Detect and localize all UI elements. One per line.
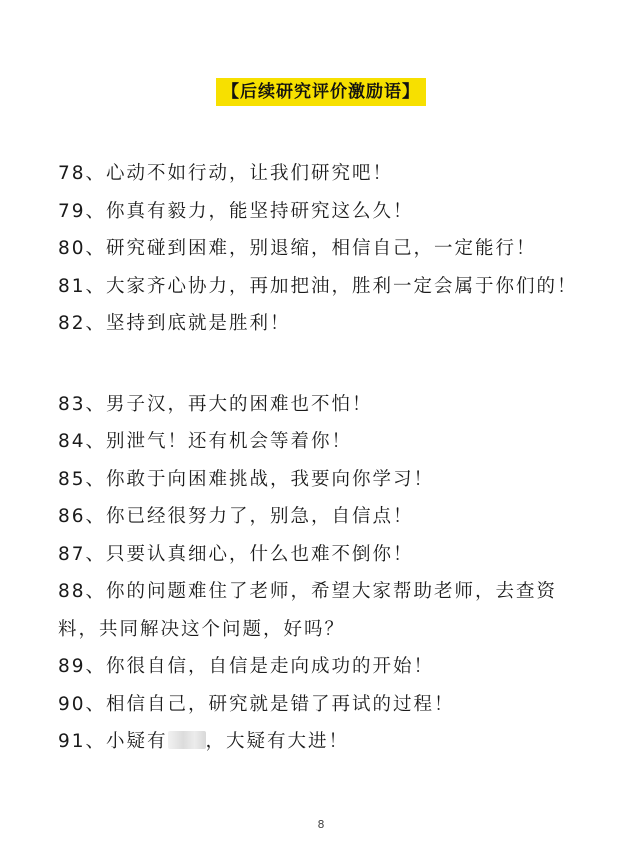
list-item: 87、只要认真细心，什么也难不倒你！: [58, 543, 414, 565]
list-item-continuation: 料，共同解决这个问题，好吗？: [58, 618, 346, 640]
title-wrap: [0, 78, 642, 106]
group-spacer: [58, 343, 618, 386]
list-item: 83、男子汉，再大的困难也不怕！: [58, 393, 373, 415]
list-item: 88、你的问题难住了老师，希望大家帮助老师，去查资: [58, 581, 558, 602]
redaction-mask: [168, 731, 206, 749]
list-item: 80、研究碰到困难，别退缩，相信自己，一定能行！: [58, 238, 537, 259]
list-item: 81、大家齐心协力，再加把油，胜利一定会属于你们的！: [58, 275, 578, 297]
list-item: 82、坚持到底就是胜利！: [58, 313, 291, 334]
item-text-after: ，大疑有大进！: [205, 731, 350, 752]
list-item: 90、相信自己，研究就是错了再试的过程！: [58, 693, 455, 715]
page-number: 8: [317, 818, 325, 831]
list-item: 85、你敢于向困难挑战，我要向你学习！: [58, 468, 435, 490]
list-item: 79、你真有毅力，能坚持研究这么久！: [58, 200, 414, 222]
list-item: 89、你很自信，自信是走向成功的开始！: [58, 656, 435, 677]
item-text-before: 91、小疑有: [58, 731, 168, 752]
list-item: 84、别泄气！还有机会等着你！: [58, 431, 353, 452]
list-item: 78、心动不如行动，让我们研究吧！: [58, 163, 394, 184]
encouragement-list: [58, 155, 618, 761]
list-item: [58, 723, 618, 761]
page-title: 【后续研究评价激励语】: [216, 78, 426, 106]
list-item: 86、你已经很努力了，别急，自信点！: [58, 506, 414, 527]
